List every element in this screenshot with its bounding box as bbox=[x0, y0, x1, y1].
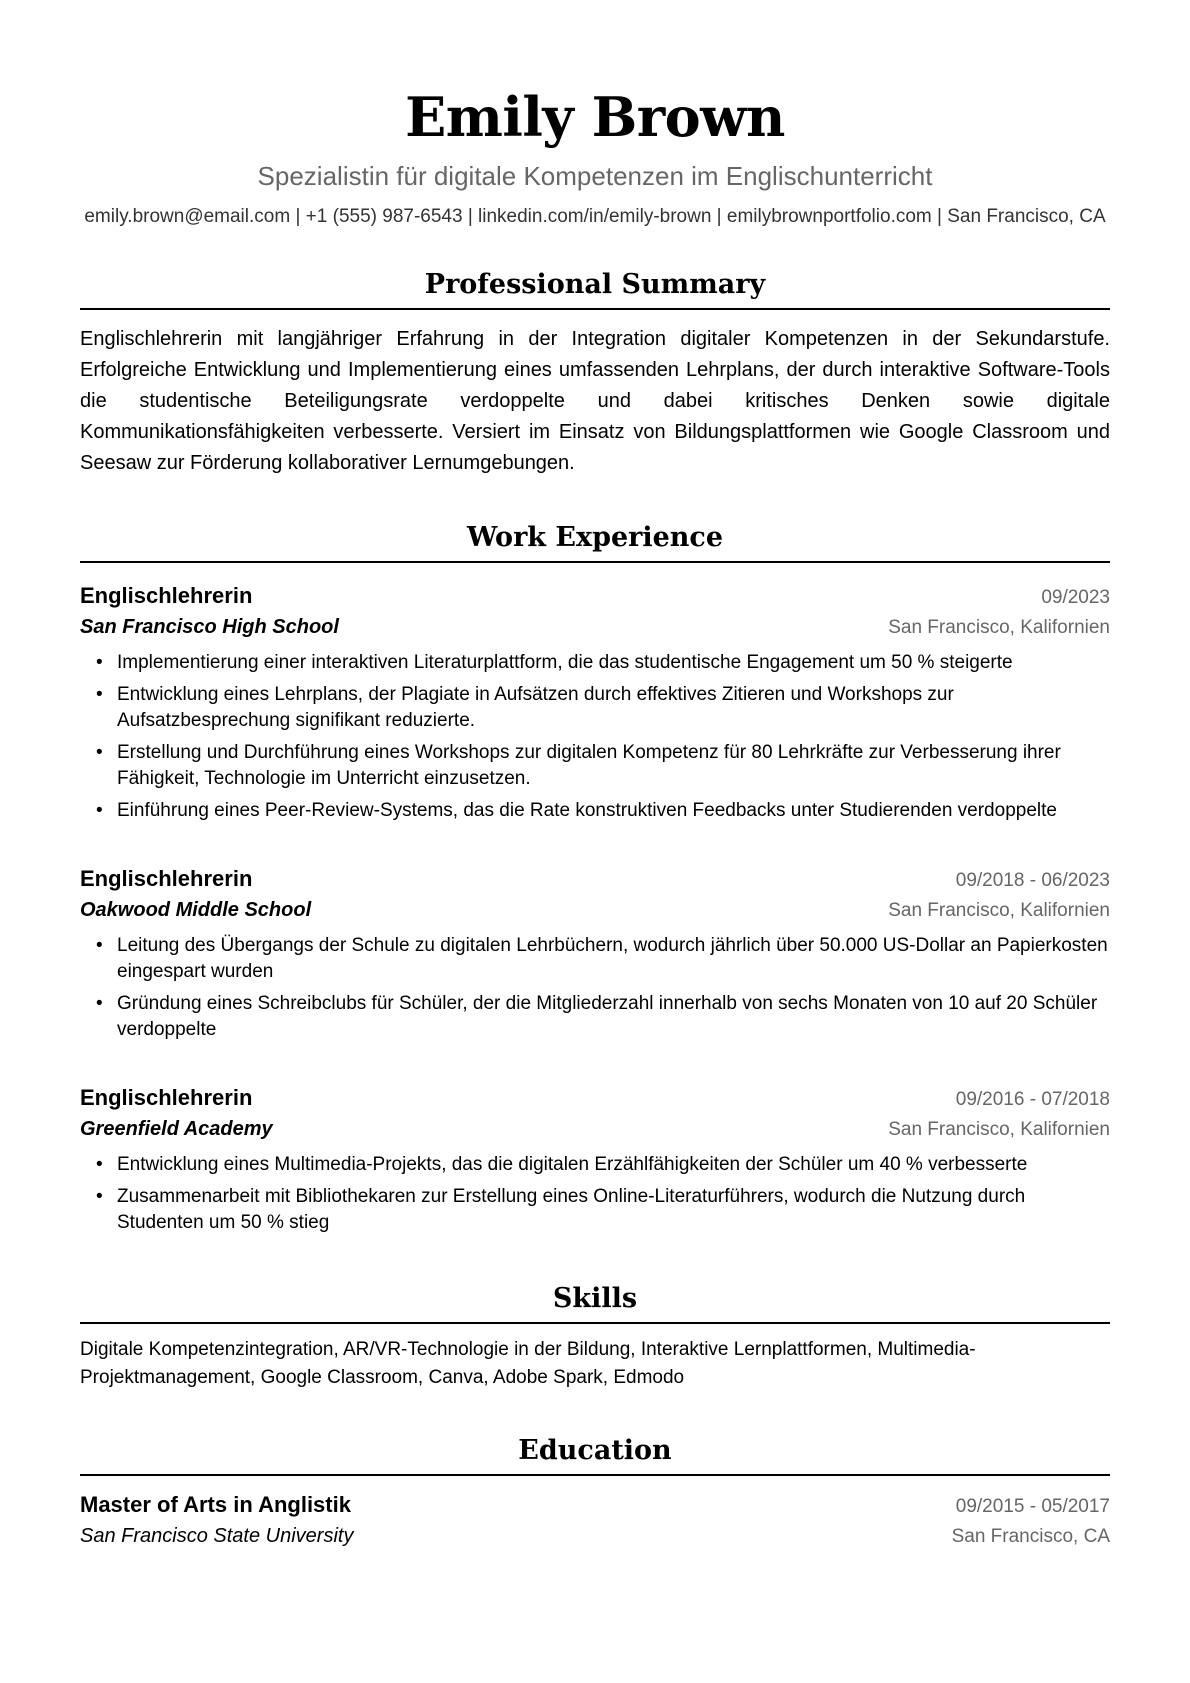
candidate-name: Emily Brown bbox=[405, 85, 785, 149]
skills-text: Digitale Kompetenzintegration, AR/VR-Technologie in der Bildung, Interaktive Lernplattformen, Multimedia-Projektmanagement, Google Classroom, Canva, Adobe Spark, Edmodo bbox=[80, 1339, 976, 1388]
skills-heading: Skills bbox=[80, 1282, 1110, 1324]
job-company-row bbox=[80, 613, 1110, 642]
skills-section bbox=[80, 1282, 1110, 1392]
job-header-row bbox=[80, 1083, 1110, 1115]
education-heading: Education bbox=[80, 1434, 1110, 1476]
resume-header bbox=[80, 0, 1110, 228]
education-school-row bbox=[80, 1522, 1110, 1551]
job-entry bbox=[80, 581, 1110, 824]
job-location: San Francisco, Kalifornien bbox=[888, 900, 1110, 921]
job-bullets bbox=[80, 933, 1110, 1043]
job-company-row bbox=[80, 896, 1110, 925]
job-location: San Francisco, Kalifornien bbox=[888, 617, 1110, 638]
education-date: 09/2015 - 05/2017 bbox=[955, 1496, 1110, 1517]
education-section bbox=[80, 1434, 1110, 1551]
education-school: San Francisco State University bbox=[80, 1525, 354, 1547]
job-company: Oakwood Middle School bbox=[80, 899, 312, 921]
bullet-item: • Einführung eines Peer-Review-Systems, das die Rate konstruktiven Feedbacks unter Studierenden verdoppelte bbox=[117, 798, 1110, 824]
education-entry bbox=[80, 1490, 1110, 1551]
job-title: Englischlehrerin bbox=[80, 866, 253, 891]
job-header-row bbox=[80, 581, 1110, 613]
job-header-row bbox=[80, 864, 1110, 896]
bullet-item: • Erstellung und Durchführung eines Workshops zur digitalen Kompetenz für 80 Lehrkräfte zur Verbesserung ihrer Fähigkeit, Technologie im Unterricht einzusetzen. bbox=[117, 740, 1110, 792]
job-entry bbox=[80, 1083, 1110, 1236]
job-date: 09/2018 - 06/2023 bbox=[955, 870, 1110, 891]
job-bullets bbox=[80, 650, 1110, 824]
job-location: San Francisco, Kalifornien bbox=[888, 1119, 1110, 1140]
job-entry bbox=[80, 864, 1110, 1043]
education-location: San Francisco, CA bbox=[951, 1526, 1110, 1547]
bullet-item: • Entwicklung eines Multimedia-Projekts, das die digitalen Erzählfähigkeiten der Schüler um 40 % verbesserte bbox=[117, 1152, 1110, 1178]
summary-heading: Professional Summary bbox=[80, 268, 1110, 310]
job-company: Greenfield Academy bbox=[80, 1118, 273, 1140]
job-title: Englischlehrerin bbox=[80, 1085, 253, 1110]
job-company: San Francisco High School bbox=[80, 616, 339, 638]
job-bullets bbox=[80, 1152, 1110, 1236]
job-title: Englischlehrerin bbox=[80, 583, 253, 608]
education-header-row bbox=[80, 1490, 1110, 1522]
bullet-item: • Entwicklung eines Lehrplans, der Plagiate in Aufsätzen durch effektives Zitieren und Workshops zur Aufsatzbesprechung signifikant reduzierte. bbox=[117, 682, 1110, 734]
job-date: 09/2016 - 07/2018 bbox=[955, 1089, 1110, 1110]
bullet-item: • Zusammenarbeit mit Bibliothekaren zur Erstellung eines Online-Literaturführers, wodurch die Nutzung durch Studenten um 50 % stieg bbox=[117, 1184, 1110, 1236]
bullet-item: • Implementierung einer interaktiven Literaturplattform, die das studentische Engagement um 50 % steigerte bbox=[117, 650, 1110, 676]
candidate-headline: Spezialistin für digitale Kompetenzen im Englischunterricht bbox=[257, 161, 933, 191]
bullet-item: • Leitung des Übergangs der Schule zu digitalen Lehrbüchern, wodurch jährlich über 50.000 US-Dollar an Papierkosten eingespart wurden bbox=[117, 933, 1110, 985]
experience-heading: Work Experience bbox=[80, 521, 1110, 563]
experience-section bbox=[80, 521, 1110, 1236]
summary-section bbox=[80, 268, 1110, 479]
job-company-row bbox=[80, 1115, 1110, 1144]
contact-line: emily.brown@email.com | +1 (555) 987-6543 | linkedin.com/in/emily-brown | emilybrownportfolio.com | San Francisco, CA bbox=[84, 206, 1106, 227]
bullet-item: • Gründung eines Schreibclubs für Schüler, der die Mitgliederzahl innerhalb von sechs Monaten von 10 auf 20 Schüler verdoppelte bbox=[117, 991, 1110, 1043]
job-date: 09/2023 bbox=[1041, 587, 1110, 608]
education-degree: Master of Arts in Anglistik bbox=[80, 1492, 351, 1517]
summary-text: Englischlehrerin mit langjähriger Erfahrung in der Integration digitaler Kompetenzen in der Sekundarstufe. Erfolgreiche Entwicklung und Implementierung eines umfassenden Lehrplans, der durch interaktive Software-Tools die studentische Beteiligungsrate verdoppelte und dabei kritisches Denken sowie digitale Kommunikationsfähigkeiten verbesserte. Versiert im Einsatz von Bildungsplattformen wie Google Classroom und Seesaw zur Förderung kollaborativer Lernumgebungen. bbox=[80, 328, 1110, 474]
